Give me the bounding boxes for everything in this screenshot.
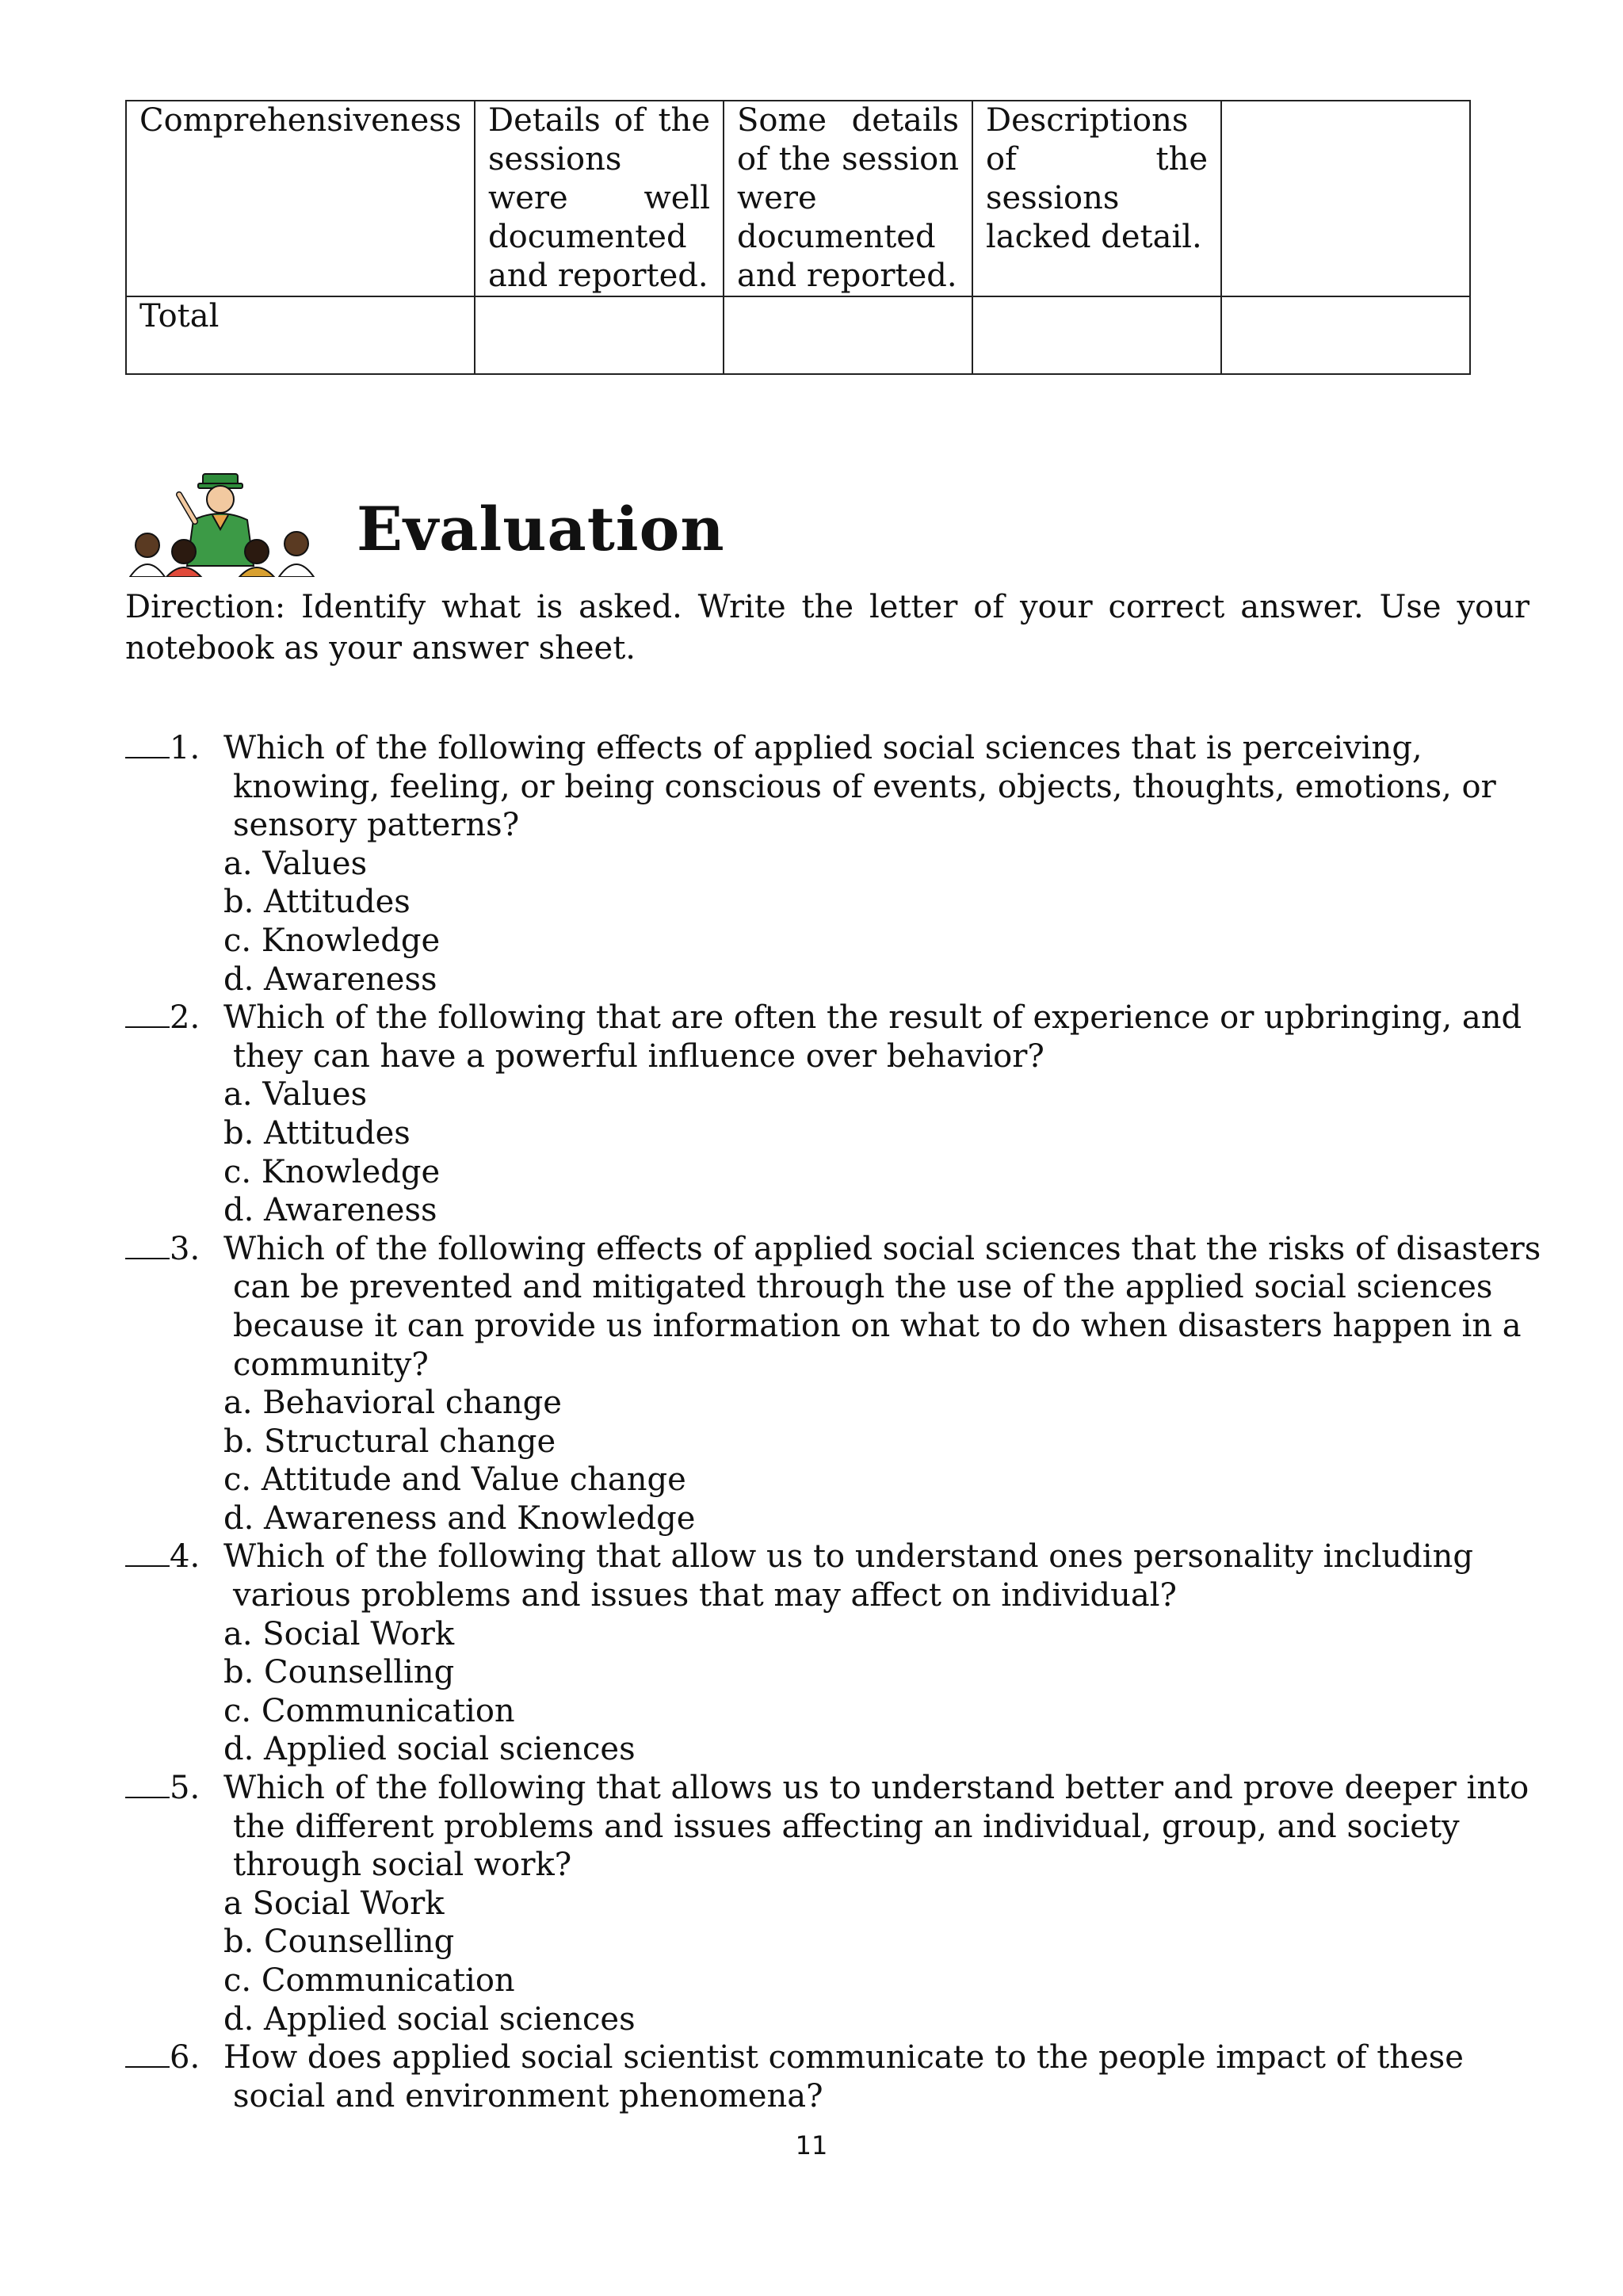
option-b: b. Attitudes: [223, 1114, 411, 1152]
option-d: d. Awareness and Knowledge: [223, 1499, 696, 1537]
question-number: 3.: [125, 1230, 200, 1269]
teacher-with-students-icon: [124, 472, 319, 577]
question-item: [125, 1769, 1544, 2038]
question-number: 2.: [125, 999, 200, 1037]
question-item: [125, 1230, 1544, 1538]
answer-blank: [125, 730, 170, 758]
criterion-cell: Comprehensiveness: [126, 101, 475, 296]
question-number: 6.: [125, 2038, 200, 2077]
section-title: Evaluation: [357, 494, 725, 564]
option-d: d. Applied social sciences: [223, 1731, 636, 1768]
option-c: c. Knowledge: [223, 922, 441, 959]
option-c: c. Knowledge: [223, 1153, 441, 1190]
total-label-cell: Total: [126, 296, 475, 374]
question-number: 5.: [125, 1769, 200, 1808]
option-b: b. Attitudes: [223, 884, 411, 921]
option-d: d. Applied social sciences: [223, 2000, 636, 2038]
empty-cell: [972, 296, 1221, 374]
option-d: d. Awareness: [223, 961, 437, 998]
option-a: a. Behavioral change: [223, 1385, 562, 1422]
directions-text: Direction: Identify what is asked. Write the letter of your correct answer. Use your notebook as your answer sheet.: [125, 589, 1529, 667]
question-stem: How does applied social scientist communicate to the people impact of these social and environment phenomena?: [223, 2039, 1464, 2115]
question-item: [125, 729, 1544, 999]
option-c: c. Attitude and Value change: [223, 1461, 686, 1499]
empty-cell: [475, 296, 724, 374]
table-row: [126, 101, 1470, 296]
option-a: a. Social Work: [223, 1615, 455, 1652]
option-d: d. Awareness: [223, 1192, 437, 1229]
option-b: b. Counselling: [223, 1924, 455, 1961]
option-c: c. Communication: [223, 1692, 515, 1729]
question-stem: Which of the following that are often the result of experience or upbringing, and they can have a powerful influence over behavior?: [223, 999, 1522, 1075]
answer-blank: [125, 2039, 170, 2068]
question-list: [125, 729, 1544, 2115]
option-a: a. Values: [223, 1076, 368, 1114]
table-row: [126, 296, 1470, 374]
option-a: a. Values: [223, 845, 368, 882]
question-stem: Which of the following effects of applied social sciences that is perceiving, knowing, feeling, or being conscious of events, objects, thoughts, emotions, or sensory patterns?: [223, 730, 1496, 844]
question-item: [125, 2038, 1544, 2115]
rating-cell-excellent: Details of the sessions were well documented and reported.: [475, 101, 724, 296]
answer-blank: [125, 1538, 170, 1567]
option-c: c. Communication: [223, 1962, 515, 1999]
question-number: 1.: [125, 729, 200, 768]
answer-blank: [125, 1231, 170, 1259]
option-a: a Social Work: [223, 1885, 445, 1922]
page-number: 11: [795, 2130, 828, 2160]
rating-cell-needs-improvement: Descriptions of the sessions lacked detail.: [972, 101, 1221, 296]
question-stem: Which of the following that allows us to understand better and prove deeper into the different problems and issues affecting an individual, group, and society through social work?: [223, 1770, 1529, 1884]
rubric-table: [125, 100, 1471, 375]
answer-blank: [125, 999, 170, 1028]
question-number: 4.: [125, 1538, 200, 1576]
option-b: b. Structural change: [223, 1423, 556, 1460]
score-cell: [1221, 101, 1470, 296]
question-item: [125, 999, 1544, 1230]
option-b: b. Counselling: [223, 1654, 455, 1691]
question-item: [125, 1538, 1544, 1769]
rating-cell-good: Some details of the session were documented and reported.: [724, 101, 972, 296]
question-stem: Which of the following that allow us to understand ones personality including various problems and issues that may affect on individual?: [223, 1538, 1473, 1614]
answer-blank: [125, 1770, 170, 1798]
question-stem: Which of the following effects of applied social sciences that the risks of disasters can be prevented and mitigated through the use of the applied social sciences because it can provide us information on what to do when disasters happen in a community?: [223, 1230, 1541, 1383]
empty-cell: [724, 296, 972, 374]
empty-cell: [1221, 296, 1470, 374]
